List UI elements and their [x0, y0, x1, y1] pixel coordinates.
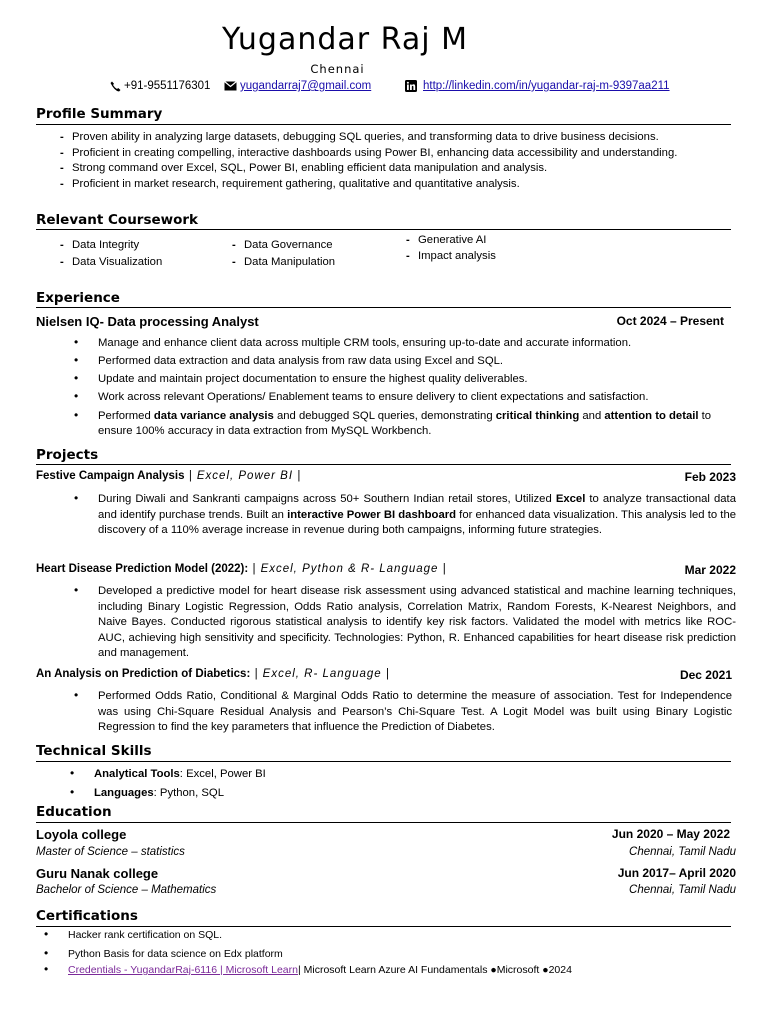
email-contact: [224, 80, 371, 92]
list-item: • Analytical Tools: Excel, Power BI: [70, 766, 670, 782]
section-divider: [36, 307, 731, 308]
skills-list: [70, 766, 670, 804]
section-divider: [36, 124, 731, 125]
phone-number: +91-9551176301: [124, 80, 211, 92]
education-location: Chennai, Tamil Nadu: [629, 846, 736, 858]
job-title: Nielsen IQ- Data processing Analyst: [36, 314, 259, 329]
project-description: [74, 492, 736, 542]
project-header: [36, 470, 736, 484]
list-item: • Performed Odds Ratio, Conditional & Marginal Odds Ratio to determine the measure of association. Test for Independence was using Chi-Square Residual Analysis and Pearson’s Chi-Square Test. A Logit Model was built using Binary Logistic Regression to find the key parameters that influence the Prediction of Diabetes.: [74, 689, 732, 736]
list-item: • Update and maintain project documentation to ensure the highest quality deliverables.: [74, 372, 734, 387]
list-item: - Proficient in creating compelling, interactive dashboards using Power BI, enhancing data accessibility and understanding.: [60, 146, 720, 162]
envelope-icon: [224, 81, 237, 91]
list-item: • Credentials - YugandarRaj-6116 | Microsoft Learn| Microsoft Learn Azure AI Fundamentals ●Microsoft ●2024: [44, 964, 744, 977]
credentials-link[interactable]: Credentials - YugandarRaj-6116 | Microsoft Learn: [68, 964, 298, 976]
job-dates: Oct 2024 – Present: [616, 314, 724, 328]
list-item: • Languages: Python, SQL: [70, 785, 670, 801]
project-header: [36, 563, 736, 577]
list-item: - Generative AI: [406, 232, 496, 248]
technical-skills-heading: Technical Skills: [36, 743, 152, 759]
section-divider: [36, 464, 731, 465]
project-date: Feb 2023: [684, 470, 736, 484]
school-name: Loyola college: [36, 827, 127, 842]
list-item: • Developed a predictive model for heart disease risk assessment using advanced statistical and machine learning techniques, including Binary Logistic Regression, Odds Ratio analysis, Correlation Matrix, Random Forests, K-Nearest Neighbors, and Naive Bayes. Conducted rigorous statistical analysis to identify key risk factors. Validated the model with metrics like ROC-AUC, achieving high sensitivity and specificity. Technologies: Python, R. Enhanced capabilities for heart disease risk prediction and management.: [74, 584, 736, 662]
list-item: • Performed data extraction and data analysis from raw data using Excel and SQL.: [74, 354, 734, 369]
linkedin-icon: [405, 80, 417, 92]
section-divider: [36, 229, 731, 230]
phone-contact: [110, 80, 210, 92]
project-date: Mar 2022: [684, 563, 736, 577]
phone-icon: [110, 81, 121, 92]
candidate-city: Chennai: [310, 62, 365, 76]
profile-summary-heading: Profile Summary: [36, 106, 163, 122]
certifications-list: [44, 929, 744, 980]
school-name: Guru Nanak college: [36, 866, 159, 881]
project-header: [36, 668, 732, 682]
project-description: [74, 584, 736, 665]
email-link[interactable]: yugandarraj7@gmail.com: [240, 80, 372, 92]
education-heading: Education: [36, 804, 112, 820]
list-item: - Data Manipulation: [232, 254, 392, 271]
list-item: • During Diwali and Sankranti campaigns across 50+ Southern Indian retail stores, Utilized Excel to analyze transactional data and identify purchase trends. Built an interactive Power BI dashboard for enhanced data visualization. This analysis led to the discovery of a 110% average increase in revenue during both campaigns, informing future strategies.: [74, 492, 736, 539]
project-title: Heart Disease Prediction Model (2022): | Excel, Python & R- Language |: [36, 563, 447, 575]
education-location: Chennai, Tamil Nadu: [629, 884, 736, 896]
section-divider: [36, 926, 731, 927]
list-item: - Data Governance: [232, 237, 392, 254]
project-date: Dec 2021: [679, 668, 732, 682]
education-dates: Jun 2020 – May 2022: [611, 827, 730, 841]
list-item: - Proficient in market research, requirement gathering, qualitative and quantitative analysis.: [60, 177, 720, 193]
projects-heading: Projects: [36, 447, 99, 463]
education-dates: Jun 2017– April 2020: [617, 866, 736, 880]
job-header: [36, 314, 724, 329]
project-title: An Analysis on Prediction of Diabetics: | Excel, R- Language |: [36, 668, 390, 680]
degree: Bachelor of Science – Mathematics: [36, 884, 217, 896]
list-item: - Data Visualization: [60, 254, 220, 271]
experience-heading: Experience: [36, 290, 120, 306]
list-item: - Strong command over Excel, SQL, Power BI, enabling efficient data manipulation and analysis.: [60, 161, 720, 177]
section-divider: [36, 822, 731, 823]
experience-list: [74, 336, 734, 442]
coursework-column-1: [60, 237, 220, 271]
profile-summary-list: [60, 130, 720, 192]
education-row: [36, 846, 736, 858]
project-description: [74, 689, 732, 739]
list-item: • Work across relevant Operations/ Enablement teams to ensure delivery to client expectations and satisfaction.: [74, 390, 734, 405]
linkedin-link[interactable]: http://linkedin.com/in/yugandar-raj-m-9397aa211: [423, 80, 670, 92]
degree: Master of Science – statistics: [36, 846, 185, 858]
section-divider: [36, 761, 731, 762]
list-item: - Data Integrity: [60, 237, 220, 254]
list-item: - Proven ability in analyzing large datasets, debugging SQL queries, and transforming data to drive business decisions.: [60, 130, 720, 146]
certifications-heading: Certifications: [36, 908, 138, 924]
candidate-name: Yugandar Raj M: [222, 22, 468, 57]
list-item: • Performed data variance analysis and debugged SQL queries, demonstrating critical thinking and attention to detail to ensure 100% accuracy in data extraction from MySQL Workbench.: [74, 409, 734, 439]
project-title: Festive Campaign Analysis | Excel, Power BI |: [36, 470, 302, 482]
list-item: - Impact analysis: [406, 248, 496, 264]
education-row: [36, 884, 736, 896]
linkedin-contact: [405, 80, 670, 92]
education-row: [36, 866, 736, 881]
list-item: • Manage and enhance client data across multiple CRM tools, ensuring up-to-date and accurate information.: [74, 336, 734, 351]
list-item: • Hacker rank certification on SQL.: [44, 929, 744, 942]
coursework-heading: Relevant Coursework: [36, 212, 199, 228]
list-item: • Python Basis for data science on Edx platform: [44, 948, 744, 961]
coursework-column-2: [232, 237, 392, 271]
education-row: [36, 827, 730, 842]
coursework-column-3: [406, 232, 496, 264]
